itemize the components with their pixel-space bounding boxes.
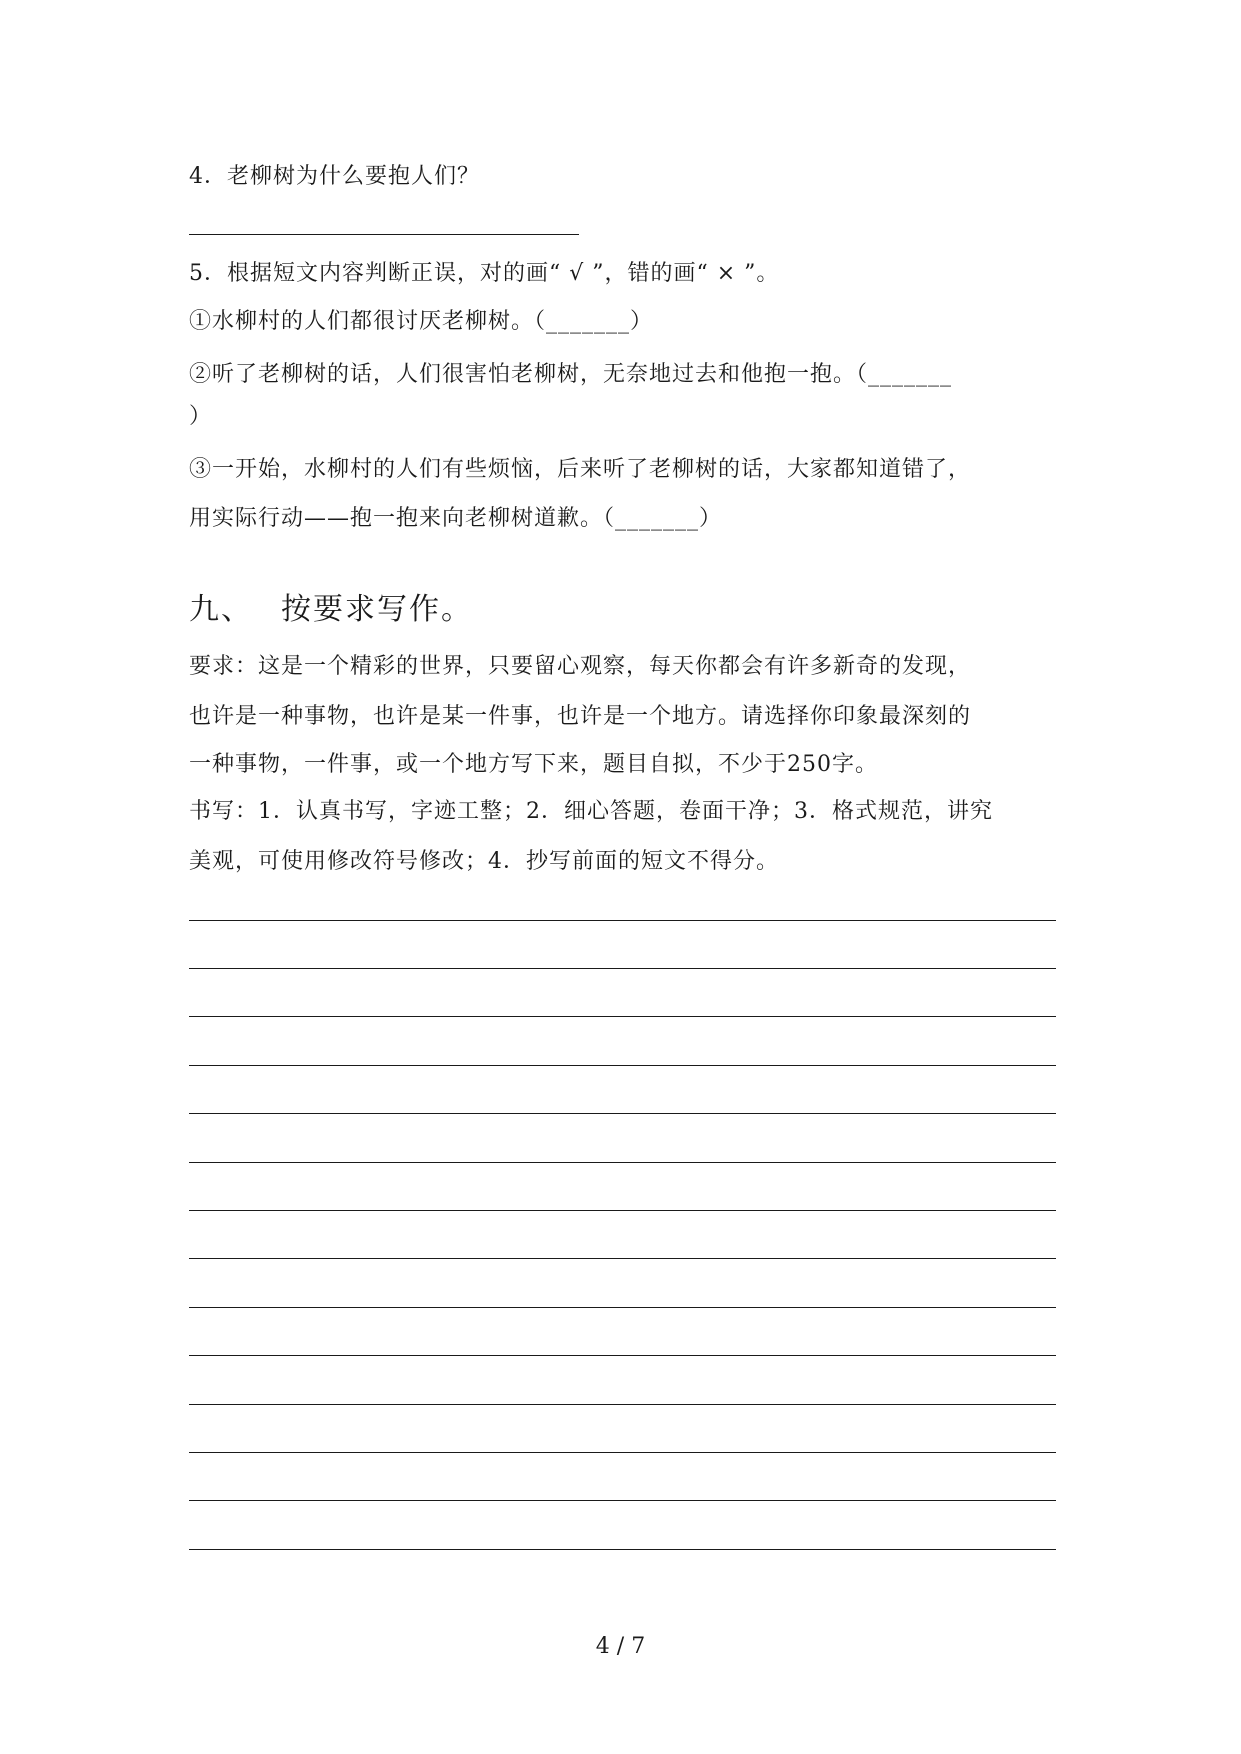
requirement-line-2: 也许是一种事物，也许是某一件事，也许是一个地方。请选择你印象最深刻的	[189, 704, 972, 729]
writing-line[interactable]	[189, 1162, 1056, 1163]
question-5-item-2-line-2: ）	[189, 404, 213, 429]
section-9-number: 九、	[189, 592, 253, 627]
writing-line[interactable]	[189, 1355, 1056, 1356]
question-5-item-3-line-1: ③一开始，水柳村的人们有些烦恼，后来听了老柳树的话，大家都知道错了，	[189, 457, 972, 482]
writing-line[interactable]	[189, 968, 1056, 969]
question-5-item-3-line-2: 用实际行动——抱一抱来向老柳树道歉。（_______）	[189, 506, 723, 531]
writing-line[interactable]	[189, 1258, 1056, 1259]
writing-line[interactable]	[189, 1307, 1056, 1308]
writing-line[interactable]	[189, 1500, 1056, 1501]
writing-line[interactable]	[189, 920, 1056, 921]
section-9-title: 按要求写作。	[281, 592, 473, 627]
writing-line[interactable]	[189, 1210, 1056, 1211]
question-5-item-1: ①水柳村的人们都很讨厌老柳树。（_______）	[189, 309, 654, 334]
writing-line[interactable]	[189, 1016, 1056, 1017]
question-4-answer-line[interactable]	[189, 234, 579, 235]
writing-line[interactable]	[189, 1452, 1056, 1453]
writing-line[interactable]	[189, 1113, 1056, 1114]
writing-line[interactable]	[189, 1549, 1056, 1550]
writing-line[interactable]	[189, 1065, 1056, 1066]
question-4-text: 4．老柳树为什么要抱人们？	[189, 164, 480, 189]
writing-rules-line-2: 美观，可使用修改符号修改；4．抄写前面的短文不得分。	[189, 849, 779, 874]
question-5-item-2-line-1: ②听了老柳树的话，人们很害怕老柳树，无奈地过去和他抱一抱。（_______	[189, 362, 953, 387]
requirement-line-3: 一种事物，一件事，或一个地方写下来，题目自拟，不少于250字。	[189, 752, 878, 777]
page-number: 4 / 7	[595, 1634, 646, 1659]
writing-rules-line-1: 书写：1．认真书写，字迹工整；2．细心答题，卷面干净；3．格式规范，讲究	[189, 799, 993, 824]
writing-line[interactable]	[189, 1404, 1056, 1405]
section-9-heading	[189, 590, 473, 630]
requirement-line-1: 要求：这是一个精彩的世界，只要留心观察，每天你都会有许多新奇的发现，	[189, 654, 972, 679]
question-5-prompt: 5．根据短文内容判断正误，对的画“ √ ”，错的画“ × ”。	[189, 261, 780, 286]
